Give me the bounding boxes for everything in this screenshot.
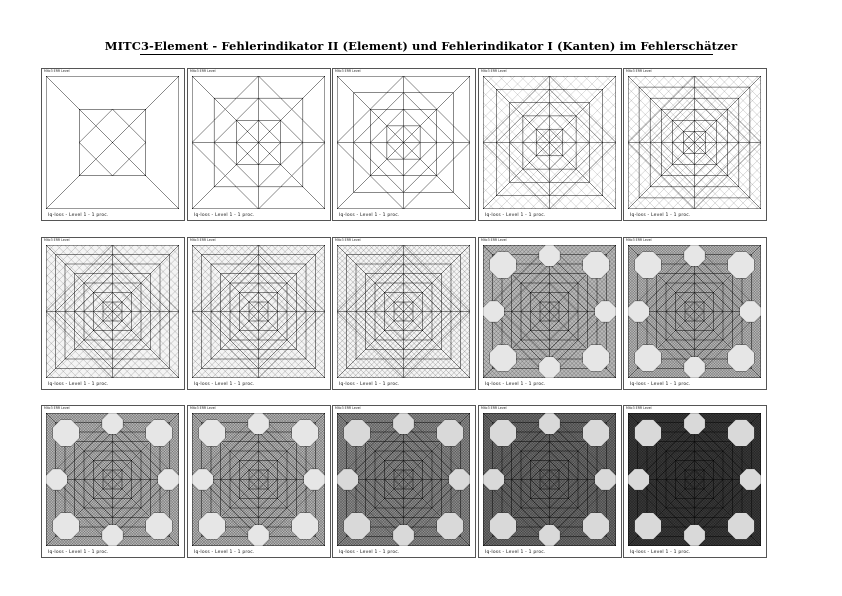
mesh-plot bbox=[337, 76, 470, 209]
title-underline bbox=[140, 54, 713, 55]
mesh-panel bbox=[478, 237, 622, 390]
panel-caption: Iq-loss - Level 1 - 1 proc. bbox=[485, 550, 546, 555]
panel-header: Mitc3 ERR Level bbox=[190, 238, 216, 242]
panel-caption: Iq-loss - Level 1 - 1 proc. bbox=[339, 382, 400, 387]
panel-caption: Iq-loss - Level 1 - 1 proc. bbox=[194, 213, 255, 218]
panel-header: Mitc3 ERR Level bbox=[335, 238, 361, 242]
panel-caption: Iq-loss - Level 1 - 1 proc. bbox=[194, 382, 255, 387]
panel-caption: Iq-loss - Level 1 - 1 proc. bbox=[48, 550, 109, 555]
mesh-panel bbox=[187, 68, 331, 221]
mesh-plot bbox=[46, 245, 179, 378]
mesh-panel bbox=[623, 237, 767, 390]
panel-header: Mitc3 ERR Level bbox=[626, 238, 652, 242]
panel-caption: Iq-loss - Level 1 - 1 proc. bbox=[339, 550, 400, 555]
mesh-panel bbox=[478, 68, 622, 221]
mesh-panel bbox=[478, 405, 622, 558]
panel-caption: Iq-loss - Level 1 - 1 proc. bbox=[48, 213, 109, 218]
panel-header: Mitc3 ERR Level bbox=[44, 406, 70, 410]
panel-header: Mitc3 ERR Level bbox=[481, 69, 507, 73]
panel-caption: Iq-loss - Level 1 - 1 proc. bbox=[630, 213, 691, 218]
page-title: MITC3-Element - Fehlerindikator II (Element) und Fehlerindikator I (Kanten) im Fehlerschätzer bbox=[104, 39, 738, 53]
panel-header: Mitc3 ERR Level bbox=[44, 69, 70, 73]
panel-caption: Iq-loss - Level 1 - 1 proc. bbox=[630, 550, 691, 555]
mesh-plot bbox=[337, 413, 470, 546]
panel-header: Mitc3 ERR Level bbox=[626, 69, 652, 73]
mesh-plot bbox=[483, 76, 616, 209]
mesh-plot bbox=[337, 245, 470, 378]
panel-header: Mitc3 ERR Level bbox=[44, 238, 70, 242]
panel-caption: Iq-loss - Level 1 - 1 proc. bbox=[485, 213, 546, 218]
mesh-plot bbox=[46, 76, 179, 209]
panel-header: Mitc3 ERR Level bbox=[626, 406, 652, 410]
mesh-panel bbox=[187, 237, 331, 390]
mesh-plot bbox=[192, 413, 325, 546]
panel-caption: Iq-loss - Level 1 - 1 proc. bbox=[48, 382, 109, 387]
panel-caption: Iq-loss - Level 1 - 1 proc. bbox=[194, 550, 255, 555]
panel-caption: Iq-loss - Level 1 - 1 proc. bbox=[339, 213, 400, 218]
mesh-plot bbox=[628, 76, 761, 209]
mesh-panel bbox=[332, 68, 476, 221]
panel-header: Mitc3 ERR Level bbox=[335, 406, 361, 410]
mesh-panel bbox=[332, 405, 476, 558]
panel-header: Mitc3 ERR Level bbox=[190, 69, 216, 73]
panel-header: Mitc3 ERR Level bbox=[335, 69, 361, 73]
mesh-plot bbox=[483, 413, 616, 546]
mesh-panel bbox=[187, 405, 331, 558]
panel-caption: Iq-loss - Level 1 - 1 proc. bbox=[630, 382, 691, 387]
panel-header: Mitc3 ERR Level bbox=[190, 406, 216, 410]
mesh-panel bbox=[623, 68, 767, 221]
mesh-plot bbox=[628, 413, 761, 546]
panel-header: Mitc3 ERR Level bbox=[481, 406, 507, 410]
mesh-panel bbox=[41, 68, 185, 221]
mesh-plot bbox=[192, 76, 325, 209]
mesh-panel bbox=[623, 405, 767, 558]
mesh-panel bbox=[41, 405, 185, 558]
mesh-plot bbox=[46, 413, 179, 546]
mesh-panel bbox=[332, 237, 476, 390]
mesh-plot bbox=[483, 245, 616, 378]
mesh-panel bbox=[41, 237, 185, 390]
mesh-plot bbox=[628, 245, 761, 378]
panel-header: Mitc3 ERR Level bbox=[481, 238, 507, 242]
mesh-plot bbox=[192, 245, 325, 378]
panel-caption: Iq-loss - Level 1 - 1 proc. bbox=[485, 382, 546, 387]
